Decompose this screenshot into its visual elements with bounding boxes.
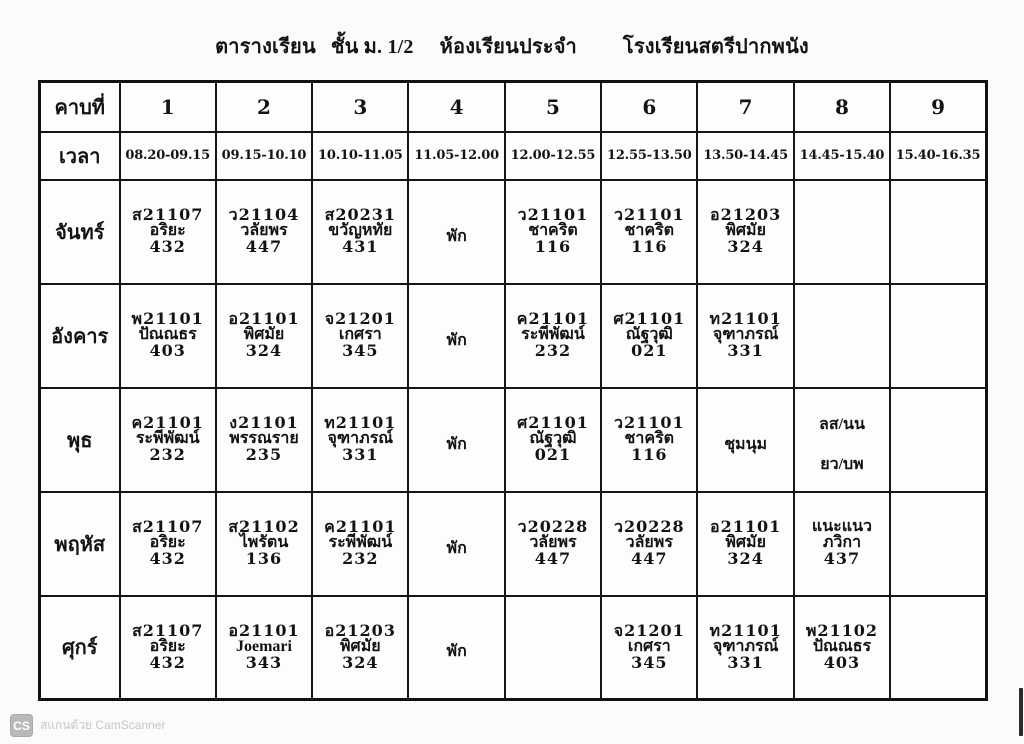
schedule-cell-line: 136 (245, 549, 283, 568)
day-row (40, 180, 987, 284)
schedule-cell-line: ระพีพัฒน์ (328, 534, 393, 551)
period-number-6: 6 (601, 82, 697, 132)
schedule-cell-content (409, 427, 503, 453)
schedule-cell (794, 492, 890, 596)
schedule-cell-line: Joemari (236, 637, 292, 655)
schedule-cell-content (698, 427, 792, 453)
schedule-cell-line: อริยะ (149, 637, 186, 655)
camscanner-logo-icon: CS (10, 714, 33, 737)
schedule-cell-content (217, 403, 311, 476)
schedule-cell-content (506, 403, 600, 476)
schedule-cell-line: 324 (342, 652, 379, 672)
schedule-cell-line: 437 (823, 549, 861, 568)
schedule-cell-line: ไพรัตน (239, 534, 289, 551)
schedule-cell-line: ว21101 (613, 413, 685, 432)
schedule-cell-line: ค21101 (324, 517, 397, 536)
schedule-cell-content (217, 299, 311, 372)
schedule-cell-line: ค21101 (516, 309, 590, 328)
period-number-3: 3 (312, 82, 408, 132)
schedule-cell-line: 447 (534, 549, 572, 568)
schedule-cell (505, 492, 601, 596)
schedule-cell (312, 180, 408, 284)
day-label: อังคาร (40, 284, 120, 388)
time-label: เวลา (40, 132, 120, 180)
schedule-cell-content (409, 219, 503, 245)
schedule-cell (601, 180, 697, 284)
schedule-cell-line: พัก (446, 643, 467, 661)
schedule-cell-line: ท21101 (324, 413, 397, 432)
period-number-5: 5 (505, 82, 601, 132)
period-number-2: 2 (216, 82, 312, 132)
schedule-cell-line: จุฑาภรณ์ (327, 430, 394, 447)
schedule-cell (601, 492, 697, 596)
schedule-cell (408, 388, 504, 492)
time-slot-6: 12.55-13.50 (601, 132, 697, 180)
schedule-cell-line: ปัณณธร (812, 637, 872, 655)
schedule-cell-line: ว20228 (613, 517, 685, 536)
schedule-cell-line: 232 (342, 549, 379, 568)
schedule-cell-line: จ21201 (613, 620, 685, 640)
day-row (40, 492, 987, 596)
camscanner-watermark-text: สแกนด้วย CamScanner (40, 718, 166, 732)
schedule-cell-content (698, 507, 792, 580)
schedule-cell-line: 116 (534, 237, 572, 256)
schedule-cell (697, 180, 793, 284)
schedule-cell-content (313, 611, 407, 684)
schedule-cell-content (698, 195, 792, 268)
day-label: พฤหัส (40, 492, 120, 596)
schedule-cell-content (795, 611, 889, 684)
period-number-1: 1 (120, 82, 216, 132)
schedule-cell (505, 284, 601, 388)
schedule-cell-content (602, 611, 696, 684)
schedule-cell-line: 345 (631, 652, 668, 672)
schedule-cell (794, 284, 890, 388)
day-label: จันทร์ (40, 180, 120, 284)
schedule-cell-line: 116 (631, 445, 668, 464)
schedule-cell-line: เกศรา (338, 326, 382, 343)
schedule-cell-line: 324 (727, 237, 764, 256)
schedule-cell-line: ว21101 (613, 205, 685, 224)
schedule-cell (697, 284, 793, 388)
schedule-cell-content (121, 299, 215, 372)
schedule-cell-content (698, 611, 792, 684)
time-slot-8: 14.45-15.40 (794, 132, 890, 180)
schedule-cell (216, 388, 312, 492)
schedule-cell (408, 492, 504, 596)
schedule-cell-content (121, 195, 215, 268)
schedule-cell-line: 324 (245, 341, 283, 360)
schedule-cell-line: 432 (149, 652, 186, 672)
schedule-cell-line: 116 (631, 237, 668, 256)
schedule-cell-line: ง21101 (229, 413, 299, 432)
schedule-cell-line: ชุมนุม (724, 435, 768, 453)
schedule-cell (601, 596, 697, 700)
schedule-cell-line: ส21102 (228, 517, 300, 536)
schedule-cell-line: พัก (446, 435, 467, 453)
schedule-cell (312, 596, 408, 700)
schedule-cell (312, 492, 408, 596)
schedule-cell-line: พรรณราย (229, 430, 299, 447)
schedule-cell-line: ชาคริต (624, 222, 675, 239)
schedule-cell-line: แนะแนว (811, 518, 872, 535)
schedule-cell-line: ภวิกา (822, 534, 862, 551)
schedule-cell-line: ชาคริต (528, 222, 578, 239)
schedule-cell (408, 284, 504, 388)
schedule-cell-line: ณัฐวุฒิ (625, 326, 673, 343)
day-row (40, 284, 987, 388)
time-slot-9: 15.40-16.35 (890, 132, 986, 180)
schedule-cell-content (506, 195, 600, 268)
schedule-cell-content (313, 403, 407, 476)
schedule-cell (120, 492, 216, 596)
schedule-cell-line: 232 (534, 341, 572, 360)
schedule-cell-content (795, 507, 889, 580)
title-document-type: ตารางเรียน (215, 36, 316, 58)
time-slot-4: 11.05-12.00 (408, 132, 504, 180)
scan-edge-artifact (1019, 688, 1023, 736)
schedule-cell-line: ท21101 (709, 620, 782, 640)
period-number-7: 7 (697, 82, 793, 132)
schedule-cell-content (409, 531, 503, 557)
page-title (0, 30, 1024, 62)
schedule-cell (216, 492, 312, 596)
schedule-cell-line: 431 (342, 237, 379, 256)
schedule-cell-line: ระพีพัฒน์ (135, 430, 200, 447)
schedule-cell-line: อ21203 (324, 620, 396, 640)
period-header-row (40, 82, 987, 132)
schedule-cell-line: จุฑาภรณ์ (712, 637, 779, 655)
schedule-cell-line: 432 (149, 549, 186, 568)
schedule-cell-content (313, 507, 407, 580)
schedule-cell-content (506, 507, 600, 580)
schedule-cell-line: อ21101 (228, 620, 300, 640)
schedule-cell (697, 388, 793, 492)
period-number-9: 9 (890, 82, 986, 132)
schedule-cell-line: อ21101 (228, 309, 300, 328)
schedule-cell (890, 492, 986, 596)
schedule-cell-content (313, 299, 407, 372)
schedule-cell-line: ส21107 (131, 620, 204, 640)
schedule-cell (794, 180, 890, 284)
schedule-cell (890, 596, 986, 700)
schedule-cell-line: 021 (631, 341, 668, 360)
schedule-cell-content (506, 299, 600, 372)
schedule-cell-line: พ21102 (805, 620, 879, 640)
schedule-cell-line: ขวัญหทัย (328, 222, 393, 239)
schedule-cell-content (217, 611, 311, 684)
schedule-cell-content (602, 299, 696, 372)
schedule-cell (601, 388, 697, 492)
schedule-cell-line: ว21104 (228, 205, 300, 224)
schedule-cell-content (409, 323, 503, 349)
schedule-cell (697, 492, 793, 596)
schedule-cell-line: ท21101 (709, 309, 782, 328)
schedule-cell-line: 403 (823, 652, 861, 672)
schedule-cell-line: พิศมัย (340, 637, 381, 655)
day-label: พุธ (40, 388, 120, 492)
schedule-cell-line: ปัณณธร (138, 326, 197, 343)
time-slot-2: 09.15-10.10 (216, 132, 312, 180)
schedule-cell-content (602, 195, 696, 268)
schedule-cell (408, 180, 504, 284)
schedule-cell-line: ณัฐวุฒิ (529, 430, 577, 447)
time-slot-1: 08.20-09.15 (120, 132, 216, 180)
schedule-cell-line: 021 (534, 445, 572, 464)
schedule-cell (120, 596, 216, 700)
title-school-name: โรงเรียนสตรีปากพนัง (622, 36, 809, 58)
period-number-4: 4 (408, 82, 504, 132)
schedule-cell (408, 596, 504, 700)
schedule-cell (890, 388, 986, 492)
schedule-cell (794, 388, 890, 492)
schedule-cell-line: ศ21101 (517, 413, 589, 432)
timetable (38, 80, 988, 701)
schedule-cell-line: วลัยพร (529, 534, 577, 551)
schedule-cell-line: พัก (446, 539, 467, 557)
schedule-cell-line: จ21201 (324, 309, 396, 328)
schedule-cell-line: ว20228 (517, 517, 589, 536)
schedule-cell-line: 324 (727, 549, 764, 568)
time-slot-5: 12.00-12.55 (505, 132, 601, 180)
schedule-cell-line: อ21101 (709, 517, 782, 536)
schedule-cell-line: 343 (245, 652, 283, 672)
schedule-cell-line: ค21101 (131, 413, 204, 432)
schedule-cell-line: 447 (631, 549, 668, 568)
schedule-cell (601, 284, 697, 388)
schedule-cell-line: 235 (245, 445, 283, 464)
schedule-cell-content (409, 634, 503, 660)
schedule-cell-line: ส21107 (131, 205, 204, 224)
schedule-cell (120, 180, 216, 284)
schedule-cell-line: 331 (342, 445, 379, 464)
title-homeroom: ห้องเรียนประจำ (439, 36, 577, 58)
schedule-cell-content (121, 611, 215, 684)
title-class-level: ชั้น ม. 1/2 (330, 36, 414, 58)
day-row (40, 388, 987, 492)
camscanner-watermark (10, 714, 165, 737)
schedule-cell (890, 180, 986, 284)
schedule-cell (505, 180, 601, 284)
schedule-cell-line: ยว/บพ (820, 455, 864, 473)
schedule-cell-line: พัก (446, 227, 467, 245)
corner-label: คาบที่ (40, 82, 120, 132)
day-row (40, 596, 987, 700)
time-slot-7: 13.50-14.45 (697, 132, 793, 180)
schedule-cell (216, 596, 312, 700)
schedule-cell (312, 284, 408, 388)
schedule-cell-line: 403 (149, 341, 186, 360)
schedule-cell-line: พิศมัย (243, 326, 285, 343)
schedule-cell-content (217, 195, 311, 268)
schedule-cell-line: ว21101 (517, 205, 589, 224)
schedule-cell-line: 232 (149, 445, 186, 464)
schedule-cell (120, 388, 216, 492)
schedule-cell-line: ชาคริต (624, 430, 675, 447)
schedule-cell-line: 331 (727, 341, 764, 360)
schedule-cell (505, 596, 601, 700)
day-label: ศุกร์ (40, 596, 120, 700)
schedule-cell-line: พ21101 (131, 309, 204, 328)
schedule-cell-content (602, 403, 696, 476)
schedule-cell-line: วลัยพร (240, 222, 288, 239)
time-row (40, 132, 987, 180)
schedule-cell (505, 388, 601, 492)
schedule-cell-line: ส20231 (324, 205, 397, 224)
schedule-cell (216, 180, 312, 284)
schedule-cell-line: พิศมัย (725, 534, 766, 551)
schedule-cell-line: อริยะ (149, 222, 186, 239)
schedule-cell (890, 284, 986, 388)
schedule-cell-content (602, 507, 696, 580)
schedule-cell-line: ส21107 (131, 517, 204, 536)
schedule-cell-line: ระพีพัฒน์ (521, 326, 585, 343)
schedule-cell-line: พิศมัย (725, 222, 766, 239)
schedule-cell-line: 345 (342, 341, 379, 360)
schedule-cell (697, 596, 793, 700)
schedule-cell-line: เกศรา (627, 637, 671, 655)
schedule-cell (312, 388, 408, 492)
schedule-cell-line: ลส/นน (819, 415, 865, 433)
schedule-cell (216, 284, 312, 388)
period-number-8: 8 (794, 82, 890, 132)
schedule-cell-content (121, 403, 215, 476)
schedule-cell-content (698, 299, 792, 372)
schedule-cell (120, 284, 216, 388)
schedule-cell-line: อ21203 (709, 205, 782, 224)
schedule-cell-content (121, 507, 215, 580)
schedule-cell-line: อริยะ (149, 534, 186, 551)
schedule-cell-line: วลัยพร (625, 534, 673, 551)
schedule-cell-line: พัก (446, 331, 467, 349)
schedule-cell-content (313, 195, 407, 268)
schedule-cell-line: 447 (245, 237, 283, 256)
schedule-cell-line: ศ21101 (613, 309, 686, 328)
schedule-cell-content (217, 507, 311, 580)
schedule-cell-content (795, 407, 889, 473)
schedule-cell-line: 331 (727, 652, 764, 672)
schedule-cell-line: จุฑาภรณ์ (712, 326, 779, 343)
time-slot-3: 10.10-11.05 (312, 132, 408, 180)
schedule-cell (794, 596, 890, 700)
schedule-cell-line: 432 (149, 237, 186, 256)
